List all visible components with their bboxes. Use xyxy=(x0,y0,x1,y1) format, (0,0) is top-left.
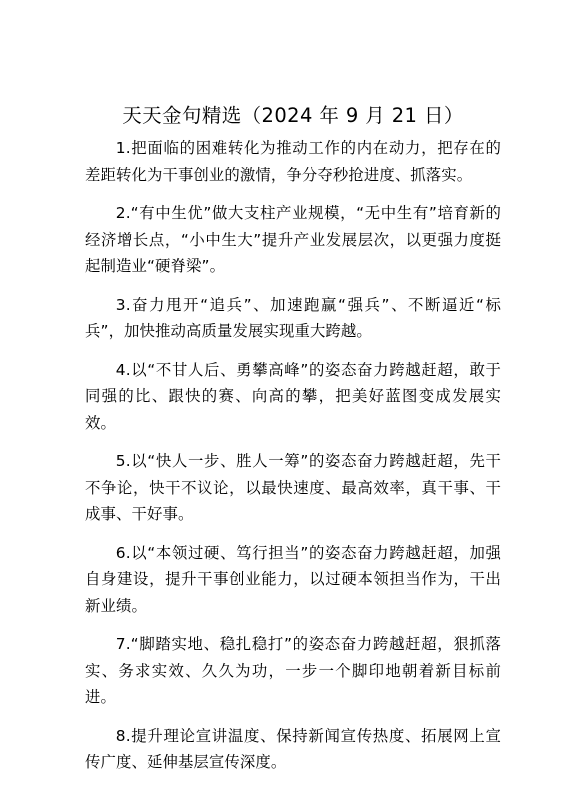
paragraph-4: 4.以“不甘人后、勇攀高峰”的姿态奋力跨越赶超，敢于同强的比、跟快的赛、向高的攀，把美好蓝图变成发展实效。 xyxy=(85,360,501,432)
paragraph-3: 3.奋力甩开“追兵”、加速跑赢“强兵”、不断逼近“标兵”，加快推动高质量发展实现重大跨越。 xyxy=(85,295,501,340)
paragraph-5: 5.以“快人一步、胜人一筹”的姿态奋力跨越赶超，先干不争论，快干不议论，以最快速度、最高效率，真干事、干成事、干好事。 xyxy=(85,452,501,523)
paragraph-6: 6.以“本领过硬、笃行担当”的姿态奋力跨越赶超，加强自身建设，提升干事创业能力，以过硬本领担当作为，干出新业绩。 xyxy=(85,543,501,615)
paragraph-2: 2.“有中生优”做大支柱产业规模，“无中生有”培育新的经济增长点，“小中生大”提升产业发展层次，以更强力度挺起制造业“硬脊梁”。 xyxy=(85,204,501,275)
paragraph-8: 8.提升理论宣讲温度、保持新闻宣传热度、拓展网上宣传广度、延伸基层宣传深度。 xyxy=(85,726,501,771)
paragraph-1: 1.把面临的困难转化为推动工作的内在动力，把存在的差距转化为干事创业的激情，争分夺秒抢进度、抓落实。 xyxy=(85,139,501,184)
document-body xyxy=(85,135,501,788)
document-title: 天天金句精选（2024 年 9 月 21 日） xyxy=(122,104,464,127)
paragraph-7: 7.“脚踏实地、稳扎稳打”的姿态奋力跨越赶超，狠抓落实、务求实效、久久为功，一步一个脚印地朝着新目标前进。 xyxy=(85,635,501,706)
